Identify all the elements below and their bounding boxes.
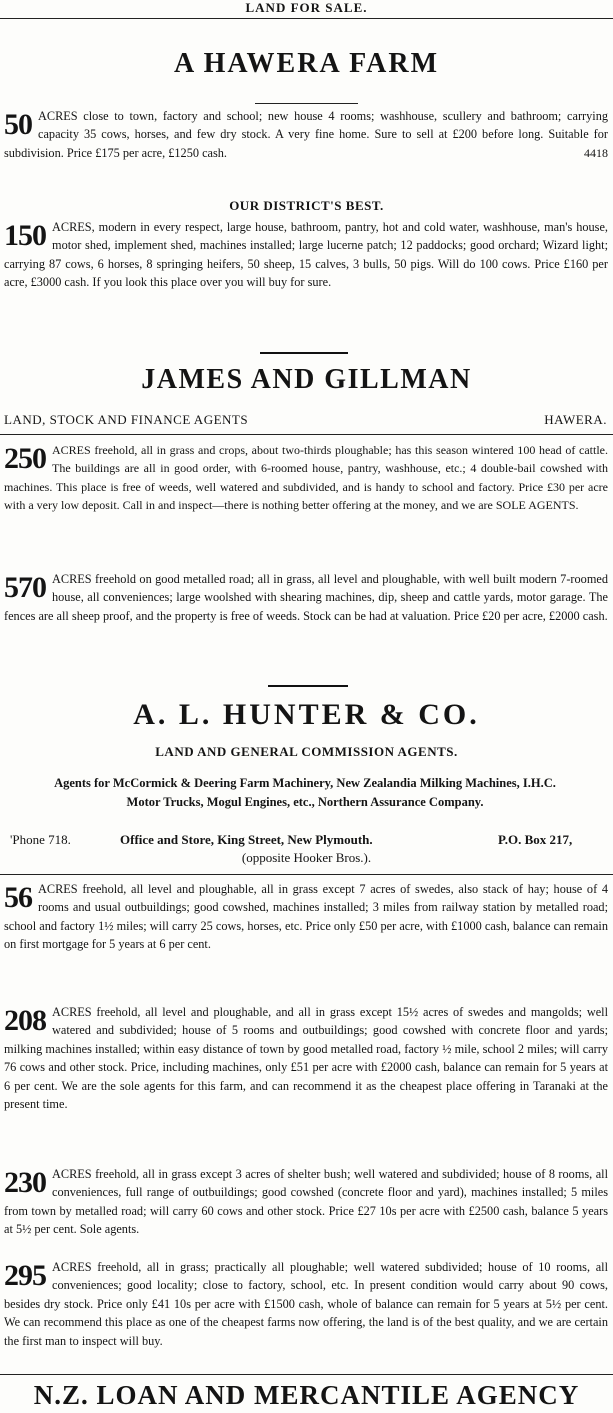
listing-acres: 295 [4, 1259, 46, 1292]
section1-subheading: OUR DISTRICT'S BEST. [229, 198, 384, 213]
listing-230 [4, 1165, 608, 1239]
listing-250 [4, 441, 608, 515]
footer-title: N.Z. LOAN AND MERCANTILE AGENCY [33, 1380, 580, 1410]
section3-office: Office and Store, King Street, New Plymouth. [120, 832, 373, 847]
listing-text: ACRES, modern in every respect, large house, bathroom, pantry, hot and cold water, washhouse, man's house, motor shed, implement shed, machines installed; large lucerne patch; 12 paddocks; good orchard; Wizard light; carrying 87 cows, 6 horses, 8 springing heifers, 50 sheep, 15 calves, 3 bulls, 50 pigs. Will do 100 cows. Price £160 per acre, £3000 cash. If you look this place over you will buy for sure. [4, 220, 608, 290]
listing-text: ACRES freehold, all in grass except 3 acres of shelter bush; well watered and subdivided; house of 8 rooms, all conveniences, full range of outbuildings; good cowshed (concrete floor and yard), machines installed; 5 miles from town by metalled road; will carry 60 cows and other stock. Price £27 10s per acre with £2500 cash, balance 5 years at 5½ per cent. Sole agents. [4, 1167, 608, 1237]
listing-acres: 150 [4, 219, 46, 252]
section3-title: A. L. HUNTER & CO. [133, 698, 480, 731]
listing-text: ACRES freehold, all in grass and crops, about two-thirds ploughable; has this season wintered 100 head of cattle. The buildings are all in good order, with 6-roomed house, pantry, washhouse, etc.; 4 double-bail cowshed with machines. This place is free of weeds, well watered and subdivided, and is handy to school and factory. Price £30 per acre with a very low deposit. Call in and inspect—there is nothing better offering at the money, and we are SOLE AGENTS. [4, 443, 608, 513]
section3-agents-line: Agents for McCormick & Deering Farm Machinery, New Zealandia Milking Machines, I.H.C. Motor Trucks, Mogul Engines, etc., Northern Assurance Company. [54, 776, 556, 809]
footer-rule [0, 1374, 613, 1375]
listing-text: ACRES freehold, all level and ploughable, and all in grass except 15½ acres of swedes and mangolds; well watered and subdivided; house of 5 rooms and outbuildings; good cowshed with concrete floor and yards; milking machines installed; within easy distance of town by good metalled road, factory ½ mile, school 2 miles; will carry 76 cows and other stock. Price, including machines, only £51 per acre with £2000 cash, balance can remain for 5 years at 6 per cent. We are the sole agents for this farm, and can recommend it as the cheapest place offering in Taranaki at the present time. [4, 1005, 608, 1112]
listing-50 [4, 107, 608, 162]
listing-150 [4, 218, 608, 292]
section3-opposite: (opposite Hooker Bros.). [241, 850, 372, 865]
section-divider [268, 685, 348, 687]
listing-ref: 4418 [584, 145, 608, 160]
listing-text: ACRES freehold, all level and ploughable, all in grass except 7 acres of swedes, also stack of hay; house of 4 rooms and usual outbuildings; good cowshed, machines installed; 3 miles from railway station by metalled road; school and factory 1½ miles; will carry 25 cows, horses, etc. Price only £50 per acre, with £1000 cash, balance can remain on first mortgage for 5 years at 6 per cent. [4, 882, 608, 952]
section2-title: JAMES AND GILLMAN [141, 364, 472, 395]
section3-phone: 'Phone 718. [10, 832, 71, 847]
listing-text: ACRES close to town, factory and school; new house 4 rooms; washhouse, scullery and bathroom; carrying capacity 35 cows, horses, and few dry stock. A very fine home. Sure to sell at £200 before long. Suitable for subdivision. Price £175 per acre, £1250 cash. [4, 109, 608, 160]
header-rule [0, 18, 613, 19]
listing-295 [4, 1258, 608, 1350]
page-header: LAND FOR SALE. [245, 0, 368, 15]
listing-acres: 230 [4, 1166, 46, 1199]
section2-subtitle-left: LAND, STOCK AND FINANCE AGENTS [4, 412, 249, 427]
listing-570 [4, 570, 608, 625]
section3-rule [0, 874, 613, 875]
listing-acres: 570 [4, 571, 46, 604]
section-divider [260, 352, 348, 354]
section1-title-rule [255, 103, 358, 104]
section2-subtitle-right: HAWERA. [544, 412, 607, 427]
listing-acres: 250 [4, 442, 46, 475]
listing-acres: 56 [4, 881, 32, 914]
listing-acres: 50 [4, 108, 32, 141]
listing-text: ACRES freehold on good metalled road; all in grass, all level and ploughable, with well built modern 7-roomed house, all conveniences; large woolshed with shearing machines, dip, sheep and cattle yards, motor garage. The fences are all sheep proof, and the property is free of weeds. Stock can be had at valuation. Price £20 per acre, £2000 cash. [4, 572, 608, 623]
section1-title: A HAWERA FARM [173, 48, 440, 79]
listing-text: ACRES freehold, all in grass; practically all ploughable; well watered subdivided; house of 10 rooms, all conveniences; good locality; close to factory, school, etc. In present condition would carry about 90 cows, besides dry stock. Price only £41 10s per acre with £1500 cash, whole of balance can remain for 5 years at 5½ per cent. We can recommend this place as one of the cheapest farms now offering, the land is of the best quality, and we are certain the first man to inspect will buy. [4, 1260, 608, 1348]
listing-56 [4, 880, 608, 954]
listing-208 [4, 1003, 608, 1113]
section2-rule [0, 434, 613, 435]
listing-acres: 208 [4, 1004, 46, 1037]
section3-pobox: P.O. Box 217, [498, 832, 573, 847]
section3-subtitle: LAND AND GENERAL COMMISSION AGENTS. [155, 744, 458, 759]
